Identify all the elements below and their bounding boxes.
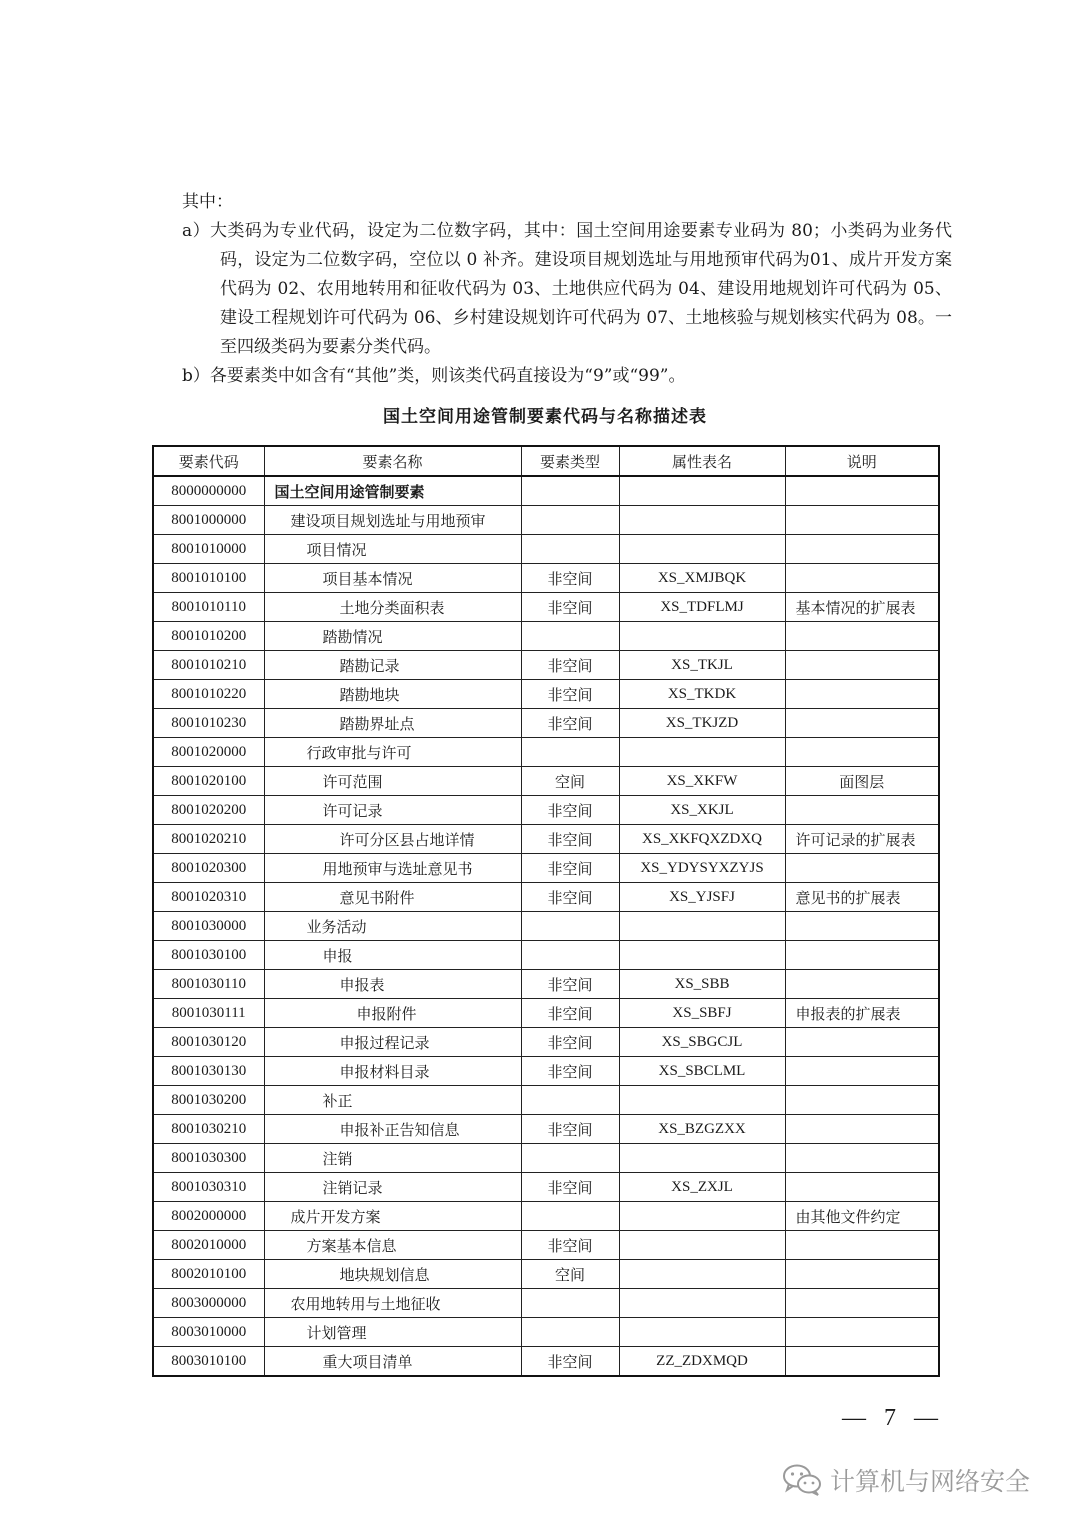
table-row [153, 999, 939, 1028]
row-code: 8001030100 [153, 941, 264, 970]
row-name: 申报 [264, 941, 521, 970]
table-row [153, 796, 939, 825]
row-name: 成片开发方案 [264, 1202, 521, 1231]
row-desc [785, 1318, 939, 1347]
row-desc [785, 651, 939, 680]
row-code: 8001020000 [153, 738, 264, 767]
row-attr [619, 1144, 785, 1173]
row-attr [619, 1086, 785, 1115]
table-row [153, 651, 939, 680]
row-code: 8001030200 [153, 1086, 264, 1115]
row-type: 空间 [521, 1260, 619, 1289]
notes-item-a: a）大类码为专业代码，设定为二位数字码，其中：国土空间用途要素专业码为 80；小类码为业务代码，设定为二位数字码，空位以 0 补齐。建设项目规划选址与用地预审代码为01、成片开发方案代码为 02、农用地转用和征收代码为 03、土地供应代码为 04、建设用地规划许可代码为 05、建设工程规划许可代码为 06、乡村建设规划许可代码为 07、土地核验与规划核实代码为 08。一至四级类码为要素分类代码。 [182, 221, 952, 357]
header-desc: 说明 [785, 446, 939, 476]
table-row [153, 912, 939, 941]
row-desc [785, 564, 939, 593]
table-row [153, 476, 939, 506]
row-desc [785, 1144, 939, 1173]
row-code: 8001030310 [153, 1173, 264, 1202]
row-desc: 由其他文件约定 [785, 1202, 939, 1231]
row-code: 8002010100 [153, 1260, 264, 1289]
row-name: 业务活动 [264, 912, 521, 941]
row-desc [785, 796, 939, 825]
row-desc: 基本情况的扩展表 [785, 593, 939, 622]
row-code: 8001030300 [153, 1144, 264, 1173]
table-row [153, 564, 939, 593]
row-attr: ZZ_ZDXMQD [619, 1347, 785, 1377]
row-code: 8001010220 [153, 680, 264, 709]
row-desc [785, 709, 939, 738]
row-name: 注销记录 [264, 1173, 521, 1202]
row-attr [619, 912, 785, 941]
row-type [521, 1144, 619, 1173]
table-row [153, 1173, 939, 1202]
row-desc [785, 1347, 939, 1377]
row-type: 非空间 [521, 593, 619, 622]
header-code: 要素代码 [153, 446, 264, 476]
table-row [153, 1028, 939, 1057]
row-name: 地块规划信息 [264, 1260, 521, 1289]
wechat-icon [782, 1463, 822, 1497]
table-body [153, 476, 939, 1376]
row-name: 踏勘情况 [264, 622, 521, 651]
row-desc [785, 1289, 939, 1318]
row-attr: XS_XKJL [619, 796, 785, 825]
row-name: 申报表 [264, 970, 521, 999]
row-desc [785, 1028, 939, 1057]
row-desc: 许可记录的扩展表 [785, 825, 939, 854]
row-attr: XS_TKJZD [619, 709, 785, 738]
row-name: 计划管理 [264, 1318, 521, 1347]
row-attr: XS_TKDK [619, 680, 785, 709]
row-name: 申报材料目录 [264, 1057, 521, 1086]
row-type [521, 912, 619, 941]
row-type: 非空间 [521, 1115, 619, 1144]
row-type [521, 1318, 619, 1347]
row-desc [785, 1115, 939, 1144]
row-name: 许可分区县占地详情 [264, 825, 521, 854]
table-row [153, 1115, 939, 1144]
row-type: 非空间 [521, 854, 619, 883]
row-name: 许可记录 [264, 796, 521, 825]
row-name: 方案基本信息 [264, 1231, 521, 1260]
row-name: 重大项目清单 [264, 1347, 521, 1377]
notes-intro: 其中： [182, 192, 233, 212]
row-code: 8000000000 [153, 476, 264, 506]
row-attr: XS_SBGCJL [619, 1028, 785, 1057]
page-number: — 7 — [842, 1405, 944, 1431]
table-row [153, 1260, 939, 1289]
row-desc: 意见书的扩展表 [785, 883, 939, 912]
row-type [521, 738, 619, 767]
row-desc [785, 506, 939, 535]
row-code: 8003010000 [153, 1318, 264, 1347]
row-name: 意见书附件 [264, 883, 521, 912]
row-attr [619, 622, 785, 651]
row-attr [619, 941, 785, 970]
row-desc [785, 622, 939, 651]
table-row [153, 1057, 939, 1086]
row-desc: 面图层 [785, 767, 939, 796]
table-row [153, 825, 939, 854]
row-desc [785, 535, 939, 564]
row-code: 8001020300 [153, 854, 264, 883]
row-type [521, 506, 619, 535]
row-type: 非空间 [521, 796, 619, 825]
row-type: 非空间 [521, 1057, 619, 1086]
row-type [521, 476, 619, 506]
table-row [153, 883, 939, 912]
row-type: 非空间 [521, 1173, 619, 1202]
row-type: 非空间 [521, 999, 619, 1028]
table-row [153, 1086, 939, 1115]
header-attr: 属性表名 [619, 446, 785, 476]
table-row [153, 941, 939, 970]
watermark-text: 计算机与网络安全 [830, 1467, 1031, 1496]
row-name: 国土空间用途管制要素 [264, 476, 521, 506]
row-attr [619, 506, 785, 535]
row-attr [619, 535, 785, 564]
row-code: 8002000000 [153, 1202, 264, 1231]
row-code: 8003000000 [153, 1289, 264, 1318]
row-attr [619, 738, 785, 767]
row-type [521, 1202, 619, 1231]
row-name: 土地分类面积表 [264, 593, 521, 622]
row-code: 8001010110 [153, 593, 264, 622]
row-code: 8001020200 [153, 796, 264, 825]
row-name: 踏勘记录 [264, 651, 521, 680]
row-code: 8001030000 [153, 912, 264, 941]
row-attr: XS_XKFQXZDXQ [619, 825, 785, 854]
row-type [521, 941, 619, 970]
table-row [153, 506, 939, 535]
row-name: 建设项目规划选址与用地预审 [264, 506, 521, 535]
row-code: 8001010200 [153, 622, 264, 651]
row-type [521, 1086, 619, 1115]
row-type: 非空间 [521, 709, 619, 738]
row-attr: XS_SBCLML [619, 1057, 785, 1086]
row-code: 8001010100 [153, 564, 264, 593]
table-row [153, 535, 939, 564]
row-type: 非空间 [521, 1028, 619, 1057]
row-type: 非空间 [521, 1231, 619, 1260]
row-name: 许可范围 [264, 767, 521, 796]
row-type [521, 535, 619, 564]
row-name: 农用地转用与土地征收 [264, 1289, 521, 1318]
table-header-row [153, 446, 939, 476]
row-name: 行政审批与许可 [264, 738, 521, 767]
row-code: 8001020100 [153, 767, 264, 796]
row-attr: XS_TKJL [619, 651, 785, 680]
row-attr [619, 1202, 785, 1231]
row-desc [785, 680, 939, 709]
table-row [153, 970, 939, 999]
row-desc [785, 1260, 939, 1289]
row-code: 8001030120 [153, 1028, 264, 1057]
row-desc [785, 1086, 939, 1115]
header-type: 要素类型 [521, 446, 619, 476]
row-attr: XS_SBFJ [619, 999, 785, 1028]
row-attr: XS_BZGZXX [619, 1115, 785, 1144]
row-name: 注销 [264, 1144, 521, 1173]
table-caption: 国土空间用途管制要素代码与名称描述表 [383, 407, 707, 427]
table-row [153, 767, 939, 796]
row-code: 8001010210 [153, 651, 264, 680]
notes-section [182, 188, 952, 391]
row-code: 8001030210 [153, 1115, 264, 1144]
watermark [782, 1462, 1030, 1498]
table-row [153, 1318, 939, 1347]
table-row [153, 680, 939, 709]
row-attr: XS_ZXJL [619, 1173, 785, 1202]
row-name: 踏勘地块 [264, 680, 521, 709]
row-name: 用地预审与选址意见书 [264, 854, 521, 883]
table-row [153, 1231, 939, 1260]
row-desc [785, 854, 939, 883]
row-desc [785, 1057, 939, 1086]
row-desc [785, 476, 939, 506]
row-desc [785, 1231, 939, 1260]
row-type: 非空间 [521, 651, 619, 680]
row-name: 申报附件 [264, 999, 521, 1028]
code-table [152, 445, 940, 1377]
header-name: 要素名称 [264, 446, 521, 476]
row-name: 踏勘界址点 [264, 709, 521, 738]
row-desc [785, 1173, 939, 1202]
row-name: 补正 [264, 1086, 521, 1115]
row-desc [785, 970, 939, 999]
row-attr: XS_XMJBQK [619, 564, 785, 593]
row-type: 非空间 [521, 564, 619, 593]
row-type [521, 622, 619, 651]
row-attr: XS_YJSFJ [619, 883, 785, 912]
row-attr [619, 1318, 785, 1347]
row-code: 8002010000 [153, 1231, 264, 1260]
notes-item-b: b）各要素类中如含有“其他”类，则该类代码直接设为“9”或“99”。 [182, 366, 686, 386]
row-code: 8001030111 [153, 999, 264, 1028]
row-code: 8001030110 [153, 970, 264, 999]
row-name: 项目基本情况 [264, 564, 521, 593]
row-desc [785, 912, 939, 941]
row-type: 非空间 [521, 883, 619, 912]
row-attr: XS_YDYSYXZYJS [619, 854, 785, 883]
table-row [153, 1144, 939, 1173]
row-code: 8001020210 [153, 825, 264, 854]
table-row [153, 1347, 939, 1377]
row-name: 申报过程记录 [264, 1028, 521, 1057]
row-type: 非空间 [521, 825, 619, 854]
row-attr: XS_XKFW [619, 767, 785, 796]
table-row [153, 1202, 939, 1231]
row-code: 8001030130 [153, 1057, 264, 1086]
row-desc: 申报表的扩展表 [785, 999, 939, 1028]
row-name: 项目情况 [264, 535, 521, 564]
row-desc [785, 738, 939, 767]
row-name: 申报补正告知信息 [264, 1115, 521, 1144]
table-row [153, 1289, 939, 1318]
row-type: 非空间 [521, 1347, 619, 1377]
row-attr [619, 476, 785, 506]
row-code: 8003010100 [153, 1347, 264, 1377]
row-code: 8001010230 [153, 709, 264, 738]
row-type: 非空间 [521, 680, 619, 709]
row-code: 8001000000 [153, 506, 264, 535]
table-row [153, 622, 939, 651]
row-attr [619, 1231, 785, 1260]
row-code: 8001020310 [153, 883, 264, 912]
row-type: 空间 [521, 767, 619, 796]
row-attr: XS_TDFLMJ [619, 593, 785, 622]
row-attr [619, 1260, 785, 1289]
row-attr: XS_SBB [619, 970, 785, 999]
table-row [153, 738, 939, 767]
row-type [521, 1289, 619, 1318]
table-row [153, 854, 939, 883]
table-row [153, 593, 939, 622]
row-attr [619, 1289, 785, 1318]
row-desc [785, 941, 939, 970]
row-code: 8001010000 [153, 535, 264, 564]
row-type: 非空间 [521, 970, 619, 999]
table-row [153, 709, 939, 738]
